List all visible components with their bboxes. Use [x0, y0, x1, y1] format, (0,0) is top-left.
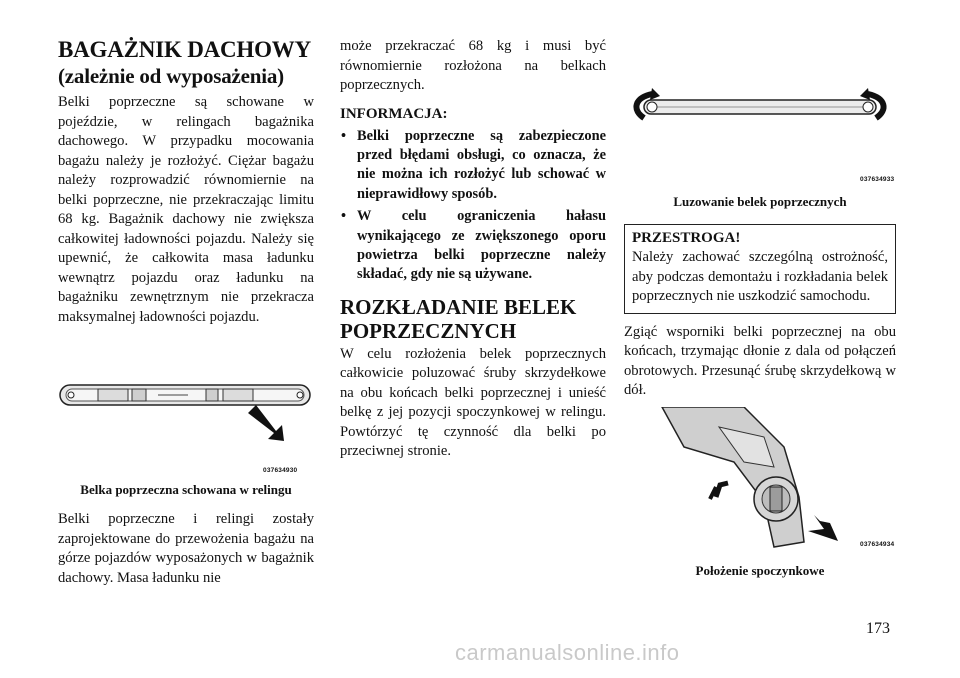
column-middle — [340, 0, 606, 462]
intro-paragraph: Belki poprzeczne są schowane w pojeździe, w relingach bagażnika dachowego. W przypadku mocowania bagażu należy je rozłożyć. Ciężar bagażu należy rozprowadzić równomiernie na belki poprzeczne, nie przekraczając limitu 68 kg. Bagażnik dachowy nie zwiększa całkowitej ładowności pojazdu. Należy się upewnić, że całkowita masa ładunku wewnątrz pojazdu oraz ładunku na bagażniku zewnętrznym nie przekracza maksymalnej ładowności pojazdu. — [58, 94, 314, 325]
info-bullet-2: • W celu ograniczenia hałasu wynikającego ze zwiększonego oporu powietrza belki poprzeczne należy składać, gdy nie są używane. — [341, 208, 606, 283]
loosening-illustration — [624, 40, 896, 180]
figure3-code: 037634934 — [860, 540, 895, 548]
crossbar-paragraph: Belki poprzeczne i relingi zostały zaprojektowane do przewożenia bagażu na górze pojazdów wyposażonych w bagażnik dachowy. Masa ładunku nie — [58, 511, 314, 586]
figure-loosening — [624, 40, 896, 190]
info-heading: INFORMACJA: — [340, 105, 448, 122]
info-bullet-list — [340, 127, 606, 285]
figure1-code: 037634930 — [263, 467, 298, 474]
figure1-caption: Belka poprzeczna schowana w relingu — [80, 482, 292, 497]
section-heading-line1: BAGAŻNIK DACHOWY — [58, 37, 312, 62]
warning-box — [624, 224, 896, 314]
figure-crossbar-stowed — [58, 375, 314, 490]
figure3-caption: Położenie spoczynkowe — [695, 562, 825, 578]
watermark: carmanualsonline.info — [455, 640, 680, 665]
figure-rest-position — [624, 407, 896, 557]
section-heading2-line2: POPRZECZNYCH — [340, 318, 517, 343]
deploy-paragraph: W celu rozłożenia belek poprzecznych całkowicie poluzować śruby skrzydełkowe na obu końcach belki poprzecznej i unieść belkę z jej pozycji spoczynkowej w relingu. Powtórzyć tę czynność dla belki po przeciwnej stronie. — [340, 345, 606, 460]
section-heading-line2: (zależnie od wyposażenia) — [58, 64, 284, 88]
rest-position-illustration — [624, 407, 896, 552]
column-right — [624, 0, 896, 579]
load-limit-paragraph: może przekraczać 68 kg i musi być równomiernie rozłożona na belkach poprzecznych. — [340, 38, 606, 93]
bend-paragraph: Zgiąć wsporniki belki poprzecznej na obu końcach, trzymając dłonie z dala od połączeń obrotowych. Przesunąć śrubę skrzydełkową w dół. — [624, 323, 896, 398]
warning-heading: PRZESTROGA! — [632, 230, 741, 246]
info-bullet-1: • Belki poprzeczne są zabezpieczone przed błędami obsługi, co oznacza, że nie można ich rozłożyć lub schować w nieprawidłowy sposób. — [341, 127, 606, 202]
section-heading2-line1: ROZKŁADANIE BELEK — [340, 294, 577, 319]
figure2-code: 037634933 — [860, 176, 895, 183]
page-number: 173 — [866, 620, 890, 637]
figure2-caption: Luzowanie belek poprzecznych — [673, 194, 847, 209]
column-left — [58, 0, 314, 588]
warning-text: Należy zachować szczególną ostrożność, aby podczas demontażu i rozkładania belek poprzecznych nie uszkodzić samochodu. — [632, 249, 888, 304]
